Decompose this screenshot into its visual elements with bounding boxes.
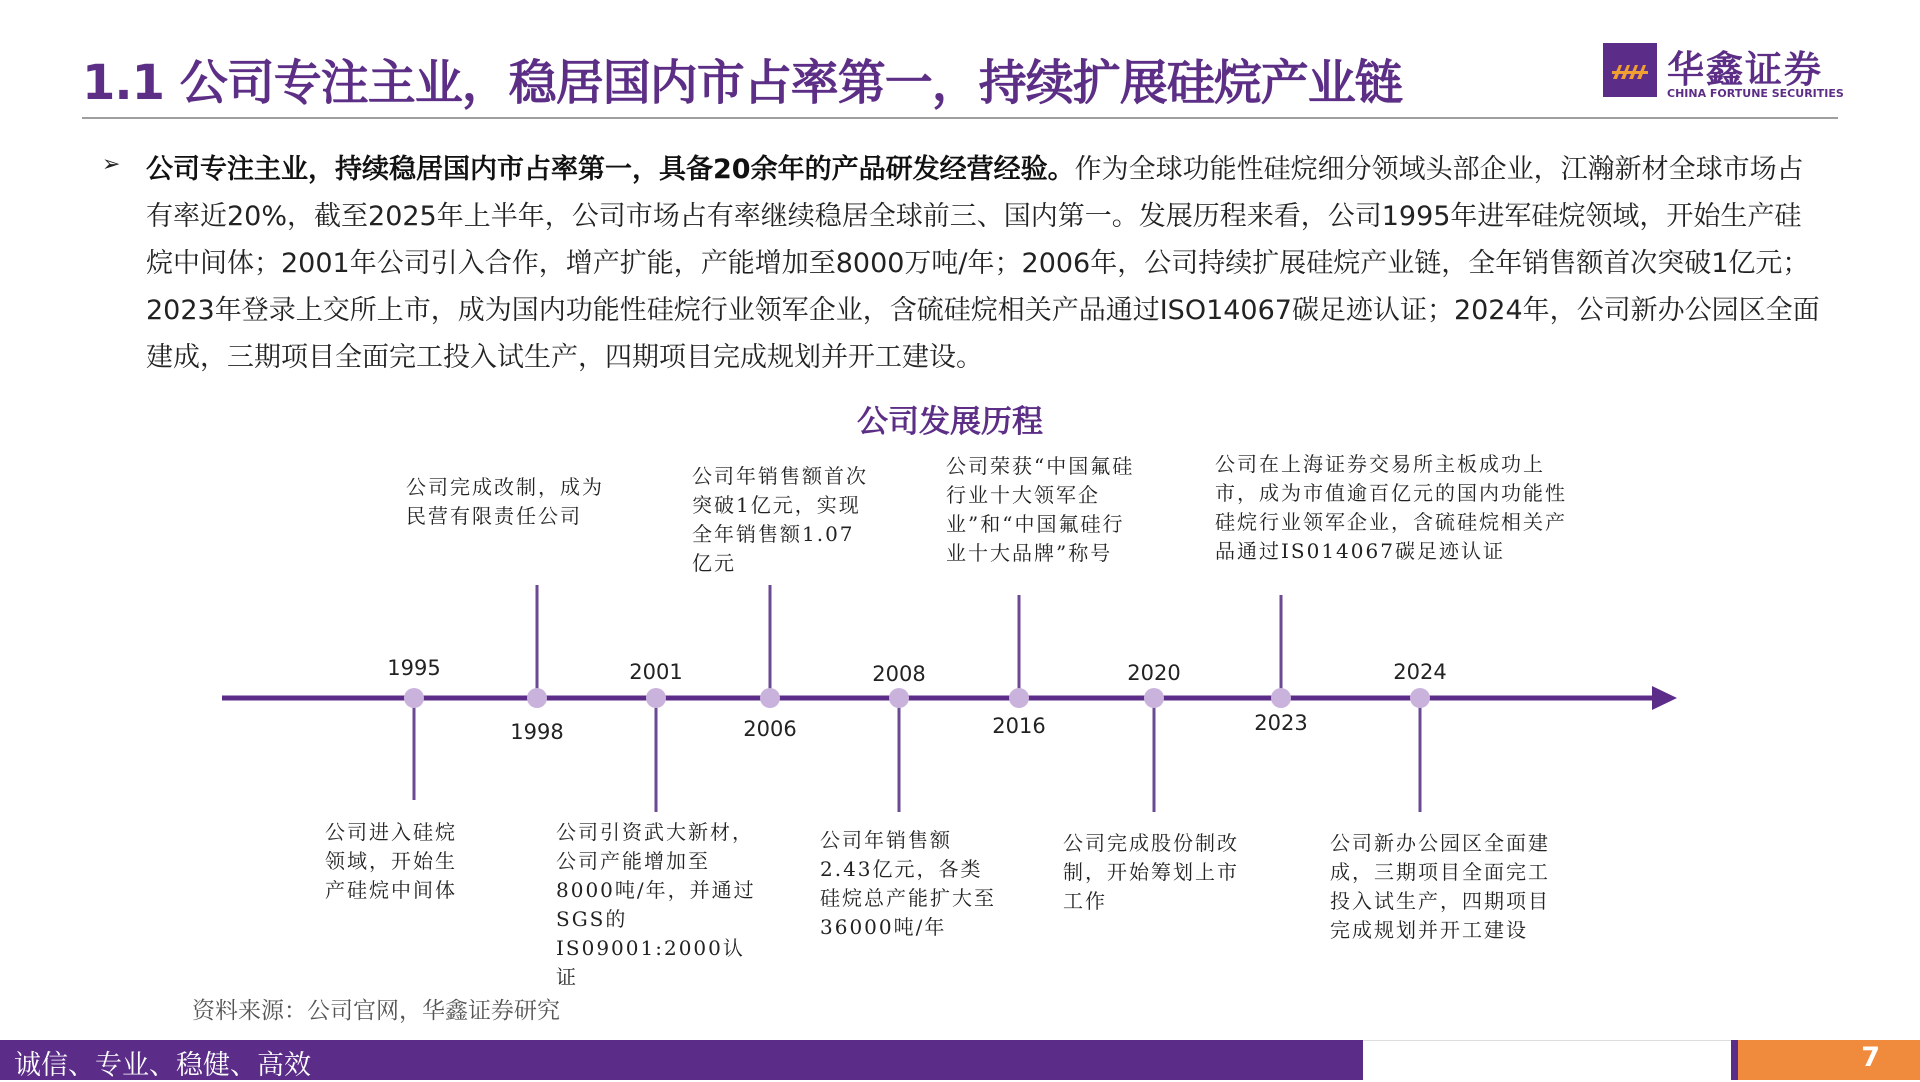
timeline-event-text: 公司完成改制，成为民营有限责任公司 (406, 475, 604, 528)
footer-bar (0, 1040, 1920, 1080)
timeline-year: 2001 (629, 660, 683, 684)
timeline-dot (1009, 688, 1029, 708)
timeline-event-text: 公司年销售额2.43亿元，各类硅烷总产能扩大至36000吨/年 (820, 828, 996, 939)
timeline-year: 2006 (743, 717, 797, 741)
footer-slogan: 诚信、专业、稳健、高效 (14, 1050, 311, 1081)
timeline-dot (1144, 688, 1164, 708)
timeline-year: 2023 (1254, 711, 1308, 735)
timeline-year: 1995 (387, 656, 441, 680)
timeline-event-text: 公司年销售额首次突破1亿元，实现全年销售额1.07亿元 (692, 464, 868, 575)
bullet-arrow-icon: ➢ (102, 152, 121, 177)
page-title: 1.1 公司专注主业，稳居国内市占率第一，持续扩展硅烷产业链 (82, 55, 1402, 111)
page-number: 7 (1861, 1042, 1880, 1073)
timeline-title: 公司发展历程 (857, 404, 1043, 440)
footer-purple-band (0, 1040, 1363, 1080)
timeline-dot (404, 688, 424, 708)
footer-white-band (1363, 1040, 1731, 1081)
timeline-dot (646, 688, 666, 708)
timeline-event-text: 公司引资武大新材，公司产能增加至8000吨/年，并通过SGS的IS09001:2000认证 (556, 820, 756, 989)
timeline-year: 2016 (992, 714, 1046, 738)
footer-orange-band (1738, 1040, 1920, 1080)
timeline-arrow-icon (1652, 686, 1677, 710)
timeline-year: 2024 (1393, 660, 1447, 684)
timeline-event-text: 公司荣获“中国氟硅行业十大领军企业”和“中国氟硅行业十大品牌”称号 (946, 454, 1135, 565)
timeline-event-text: 公司新办公园区全面建成，三期项目全面完工投入试生产，四期项目完成规划并开工建设 (1330, 831, 1550, 942)
timeline-dot (760, 688, 780, 708)
timeline-year: 1998 (510, 720, 564, 744)
timeline-year: 2020 (1127, 661, 1181, 685)
logo-english-name: CHINA FORTUNE SECURITIES (1667, 87, 1844, 100)
timeline-event-text: 公司在上海证券交易所主板成功上市，成为市值逾百亿元的国内功能性硅烷行业领军企业，含硫硅烷相关产品通过IS014067碳足迹认证 (1215, 452, 1567, 563)
timeline-event-text: 公司进入硅烷领域，开始生产硅烷中间体 (325, 820, 457, 902)
timeline-event-text: 公司完成股份制改制，开始筹划上市工作 (1063, 831, 1239, 913)
timeline-dot (889, 688, 909, 708)
summary-lead: 公司专注主业，持续稳居国内市占率第一，具备20余年的产品研发经营经验。 (146, 154, 1075, 185)
timeline-dot (1410, 688, 1430, 708)
summary-body: 作为全球功能性硅烷细分领域头部企业，江瀚新材全球市场占有率近20%，截至2025年上半年，公司市场占有率继续稳居全球前三、国内第一。发展历程来看，公司1995年进军硅烷领域，开始生产硅烷中间体；2001年公司引入合作，增产扩能，产能增加至8000万吨/年；2006年，公司持续扩展硅烷产业链，全年销售额首次突破1亿元；2023年登录上交所上市，成为国内功能性硅烷行业领军企业，含硫硅烷相关产品通过ISO14067碳足迹认证；2024年，公司新办公园区全面建成，三期项目全面完工投入试生产，四期项目完成规划并开工建设。 (146, 154, 1820, 373)
timeline-dot (1271, 688, 1291, 708)
logo-name: 华鑫证券 (1667, 48, 1823, 91)
timeline-year: 2008 (872, 662, 926, 686)
footer-separator (1731, 1040, 1738, 1080)
timeline-dot (527, 688, 547, 708)
source-note: 资料来源：公司官网，华鑫证券研究 (192, 998, 560, 1024)
